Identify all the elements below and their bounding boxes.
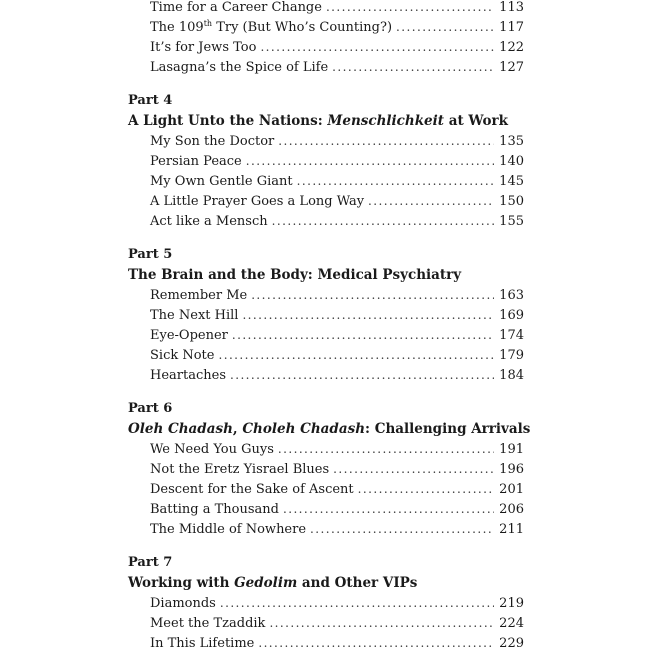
part-title-italic: Gedolim bbox=[234, 575, 298, 591]
entry-title: Act like a Mensch bbox=[150, 214, 268, 229]
entry-title-post: Try (But Who’s Counting?) bbox=[212, 20, 393, 35]
toc-entry bbox=[150, 37, 524, 57]
dot-leader bbox=[258, 633, 494, 653]
toc-entry bbox=[150, 0, 524, 17]
entry-page-number: 150 bbox=[499, 194, 524, 209]
part-title: The Brain and the Body: Medical Psychiatry bbox=[128, 267, 462, 283]
part-title-text: , bbox=[232, 421, 243, 437]
part-section bbox=[128, 91, 524, 231]
entry-page-number: 174 bbox=[499, 328, 524, 343]
entry-title: Persian Peace bbox=[150, 154, 242, 169]
dot-leader bbox=[242, 305, 494, 325]
part-title bbox=[128, 111, 524, 131]
part-title-text: and Other VIPs bbox=[297, 575, 418, 591]
dot-leader bbox=[283, 499, 494, 519]
part-title bbox=[128, 419, 531, 439]
toc-entry bbox=[150, 191, 524, 211]
entry-title: Time for a Career Change bbox=[150, 0, 322, 15]
entry-page-number: 201 bbox=[499, 482, 524, 497]
toc-entry bbox=[150, 17, 524, 37]
toc-entry bbox=[150, 151, 524, 171]
entry-title: Remember Me bbox=[150, 288, 248, 303]
entry-page-number: 169 bbox=[499, 308, 524, 323]
dot-leader bbox=[272, 211, 495, 231]
dot-leader bbox=[358, 479, 495, 499]
toc-entry bbox=[150, 519, 524, 539]
part-title-italic: Menschlichkeit bbox=[327, 113, 445, 129]
entry-title: The Next Hill bbox=[150, 308, 239, 323]
entry-title: Meet the Tzaddik bbox=[150, 616, 266, 631]
part-title-italic: Oleh Chadash bbox=[128, 421, 233, 437]
entry-title: Not the Eretz Yisrael Blues bbox=[150, 462, 330, 477]
part-title-text: Working with bbox=[128, 575, 235, 591]
dot-leader bbox=[333, 459, 494, 479]
dot-leader bbox=[218, 345, 494, 365]
toc-entry bbox=[150, 57, 524, 77]
entry-title bbox=[150, 18, 392, 38]
entry-page-number: 117 bbox=[499, 20, 524, 35]
entry-title: My Own Gentle Giant bbox=[150, 174, 293, 189]
toc-entry bbox=[150, 345, 524, 365]
dot-leader bbox=[396, 17, 494, 37]
toc-entry bbox=[150, 593, 524, 613]
part-section bbox=[128, 553, 524, 653]
toc-entry bbox=[150, 633, 524, 653]
entry-page-number: 191 bbox=[499, 442, 524, 457]
toc-entry bbox=[150, 613, 524, 633]
entry-title: Batting a Thousand bbox=[150, 502, 279, 517]
dot-leader bbox=[230, 365, 494, 385]
dot-leader bbox=[269, 613, 494, 633]
toc-entry bbox=[150, 439, 524, 459]
toc-entry bbox=[150, 211, 524, 231]
toc-entry bbox=[150, 171, 524, 191]
entry-page-number: 155 bbox=[499, 214, 524, 229]
dot-leader bbox=[297, 171, 495, 191]
part-title bbox=[128, 573, 524, 593]
part-label: Part 6 bbox=[128, 401, 173, 416]
toc-entry bbox=[150, 459, 524, 479]
toc-entry bbox=[150, 365, 524, 385]
part-section bbox=[128, 399, 531, 539]
entry-page-number: 140 bbox=[499, 154, 524, 169]
entry-title: Diamonds bbox=[150, 596, 216, 611]
part-label: Part 7 bbox=[128, 555, 173, 570]
part-label: Part 4 bbox=[128, 93, 173, 108]
entry-title: A Little Prayer Goes a Long Way bbox=[150, 194, 365, 209]
part-title-text: A Light Unto the Nations: bbox=[128, 113, 328, 129]
dot-leader bbox=[278, 439, 494, 459]
entry-title: Eye-Opener bbox=[150, 328, 228, 343]
entry-page-number: 163 bbox=[499, 288, 524, 303]
dot-leader bbox=[278, 131, 494, 151]
entry-page-number: 122 bbox=[499, 40, 524, 55]
entry-title-pre: The 109 bbox=[150, 20, 204, 35]
toc-entry bbox=[150, 479, 524, 499]
dot-leader bbox=[260, 37, 494, 57]
entry-page-number: 219 bbox=[499, 596, 524, 611]
entry-page-number: 179 bbox=[499, 348, 524, 363]
entry-title: My Son the Doctor bbox=[150, 134, 275, 149]
entry-title: Descent for the Sake of Ascent bbox=[150, 482, 354, 497]
entry-page-number: 184 bbox=[499, 368, 524, 383]
dot-leader bbox=[246, 151, 494, 171]
toc-entry bbox=[150, 499, 524, 519]
entry-page-number: 127 bbox=[499, 60, 524, 75]
entry-page-number: 196 bbox=[499, 462, 524, 477]
table-of-contents bbox=[128, 0, 531, 653]
part-section bbox=[128, 245, 524, 385]
entry-page-number: 224 bbox=[499, 616, 524, 631]
entry-page-number: 229 bbox=[499, 636, 524, 651]
entry-page-number: 135 bbox=[499, 134, 524, 149]
dot-leader bbox=[232, 325, 494, 345]
dot-leader bbox=[310, 519, 494, 539]
toc-entry bbox=[150, 305, 524, 325]
toc-entry bbox=[150, 325, 524, 345]
entry-title: The Middle of Nowhere bbox=[150, 522, 307, 537]
dot-leader bbox=[332, 57, 494, 77]
entry-title-superscript: th bbox=[203, 19, 213, 28]
entry-page-number: 145 bbox=[499, 174, 524, 189]
entry-page-number: 113 bbox=[499, 0, 524, 15]
entry-title: We Need You Guys bbox=[150, 442, 274, 457]
dot-leader bbox=[251, 285, 494, 305]
part-label: Part 5 bbox=[128, 247, 173, 262]
entry-title: Heartaches bbox=[150, 368, 226, 383]
dot-leader bbox=[326, 0, 494, 17]
part-title-text: at Work bbox=[444, 113, 508, 129]
entry-title: In This Lifetime bbox=[150, 636, 255, 651]
dot-leader bbox=[368, 191, 494, 211]
entry-title: Lasagna’s the Spice of Life bbox=[150, 60, 329, 75]
entry-title: It’s for Jews Too bbox=[150, 40, 257, 55]
toc-entry bbox=[150, 131, 524, 151]
entry-page-number: 211 bbox=[499, 522, 524, 537]
part-title-text: : Challenging Arrivals bbox=[365, 421, 531, 437]
dot-leader bbox=[220, 593, 494, 613]
entry-page-number: 206 bbox=[499, 502, 524, 517]
entry-title: Sick Note bbox=[150, 348, 215, 363]
part-title-italic: Choleh Chadash bbox=[242, 421, 366, 437]
toc-entry bbox=[150, 285, 524, 305]
